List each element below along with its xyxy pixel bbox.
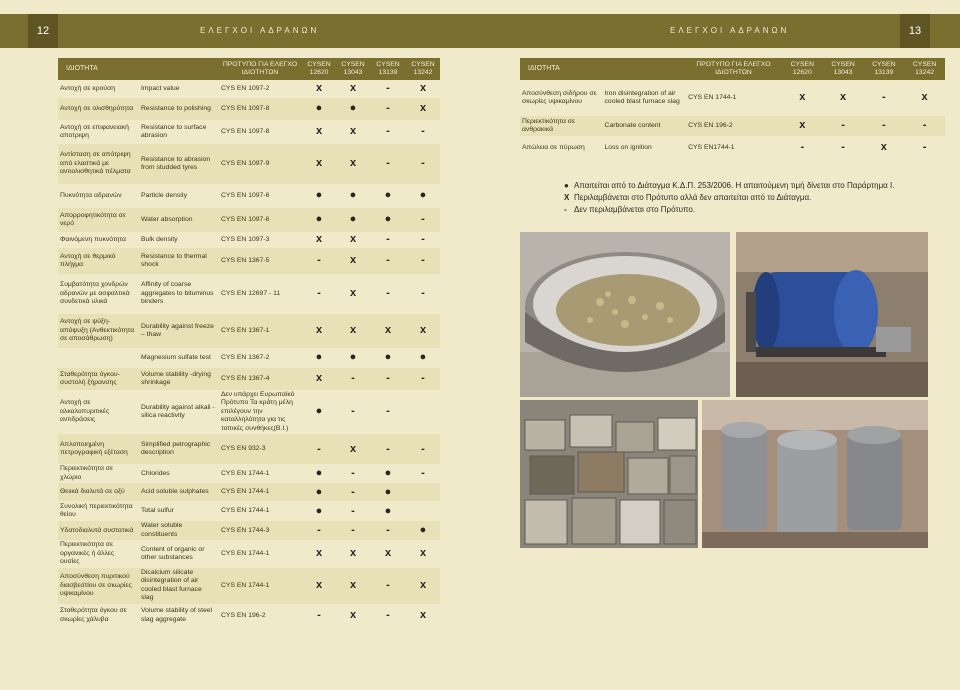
english-name-cell: Magnesium sulfate test	[141, 353, 211, 361]
property-cell: Αντίσταση σε απότριψη από ελαστικά με αντιολισθητικά πέλματα	[60, 151, 131, 176]
marker-cell: -	[351, 504, 355, 517]
marker-cell: -	[386, 578, 390, 591]
standard-cell: CYS EN 1097-2	[221, 84, 270, 92]
marker-cell: x	[839, 91, 847, 104]
marker-cell: -	[421, 254, 425, 267]
table-row	[58, 501, 440, 521]
property-cell: Απώλεια σε πύρωση	[522, 143, 585, 151]
marker-cell: x	[349, 125, 357, 138]
right-header-cysen-13139: CYSEN 13139	[872, 60, 896, 76]
marker-cell: x	[315, 233, 323, 246]
left-header-bar	[0, 14, 480, 48]
legend-symbol: -	[564, 205, 567, 214]
marker-cell: ●	[315, 213, 323, 226]
marker-cell: ●	[315, 405, 323, 418]
property-cell: Περιεκτικότητα σε οργανικές ή άλλες ουσίες	[60, 541, 115, 566]
property-cell	[58, 348, 138, 368]
table-row	[58, 368, 440, 390]
marker-cell: x	[315, 547, 323, 560]
right-header-title: ΕΛΕΓΧΟΙ ΑΔΡΑΝΩΝ	[670, 26, 790, 35]
english-name-cell: Iron disintegration of air cooled blast furnace slag	[604, 89, 680, 105]
english-name-cell: Resistance to abrasion from studded tyres	[141, 155, 211, 171]
marker-cell: x	[419, 547, 427, 560]
table-row	[58, 248, 440, 274]
table-row	[58, 540, 440, 567]
paving-blocks-photo	[520, 400, 698, 548]
table-row	[58, 604, 440, 628]
marker-cell: x	[315, 125, 323, 138]
property-cell: Συμβατότητα χονδρών αδρανών με ασφαλτικά συνδετικά υλικά	[60, 281, 130, 306]
english-name-cell: Volume stability of steel slag aggregate	[141, 607, 213, 623]
english-name-cell: Durability against freeze – thaw	[141, 322, 214, 338]
marker-cell: -	[421, 125, 425, 138]
marker-cell: -	[421, 467, 425, 480]
standard-cell: CYS EN 1097-6	[221, 191, 270, 199]
marker-cell: ●	[315, 351, 323, 364]
right-header-standard: ΠΡΟΤΥΠΟ ΓΙΑ ΕΛΕΓΧΟ ΙΔΙΟΤΗΤΩΝ	[696, 60, 771, 76]
legend-text: Απαιτείται από το Διάταγμα Κ.Δ.Π. 253/2006. Η απαιτούμενη τιμή δίνεται στο Παράρτημα Ι.	[574, 181, 895, 190]
marker-cell: ●	[349, 351, 357, 364]
table-row	[58, 120, 440, 144]
right-header-cysen-12620: CYSEN 12620	[790, 60, 814, 76]
marker-cell: -	[386, 125, 390, 138]
standard-cell: CYS EN1744-1	[688, 143, 735, 151]
property-cell: Περιεκτικότητα σε χλώριο	[60, 465, 114, 481]
marker-cell: x	[349, 287, 357, 300]
legend-symbol: ●	[564, 181, 569, 190]
table-row	[58, 348, 440, 368]
right-header-bar	[480, 14, 960, 48]
marker-cell: ●	[419, 524, 427, 536]
table-row	[58, 144, 440, 184]
marker-cell: x	[419, 102, 427, 115]
property-cell: Πυκνότητα αδρανών	[60, 191, 122, 199]
table-row	[58, 184, 440, 208]
marker-cell: ●	[349, 213, 357, 226]
marker-cell: -	[351, 372, 355, 385]
marker-cell: x	[419, 578, 427, 591]
property-cell: Υδατοδιαλυτά συστατικά	[60, 526, 134, 534]
marker-cell: x	[419, 82, 427, 95]
concrete-cores-photo	[702, 400, 928, 548]
marker-cell: x	[419, 324, 427, 337]
property-cell: Σταθερότητα όγκου-συστολή ξήρανσης	[60, 370, 120, 386]
marker-cell: ●	[384, 213, 392, 226]
marker-cell: -	[841, 141, 845, 154]
marker-cell: -	[421, 233, 425, 246]
marker-cell: ●	[349, 189, 357, 202]
table-row	[58, 390, 440, 434]
standard-cell: CYS EN 1097-6	[221, 215, 270, 223]
property-cell: Περιεκτικότητα σε ανθρακικά	[522, 117, 576, 133]
right-table-header	[520, 58, 945, 80]
standard-cell: CYS EN 1744-1	[221, 488, 270, 496]
english-name-cell: Resistance to polishing	[141, 104, 211, 112]
marker-cell: -	[800, 141, 805, 154]
marker-cell: x	[349, 578, 357, 591]
right-page	[480, 0, 960, 690]
header-cysen-13242: CYSEN 13242	[411, 60, 435, 76]
english-name-cell: Volume stability -drying shrinkage	[141, 370, 211, 386]
marker-cell: -	[386, 442, 390, 455]
marker-cell	[406, 501, 440, 521]
standard-cell: CYS EN 1744-1	[221, 581, 270, 589]
standard-cell: CYS EN 1097-8	[221, 127, 270, 135]
property-cell: Αντοχή σε επιφανειακή αποτριψη	[60, 123, 129, 139]
marker-cell	[406, 483, 440, 501]
english-name-cell: Water soluble constituents	[141, 522, 183, 538]
property-cell: Αντοχή σε αλκαλοπυριτικές αντιδράσεις	[60, 399, 110, 424]
marker-cell: -	[421, 157, 425, 170]
right-header-property: ΙΔΙΟΤΗΤΑ	[528, 64, 560, 72]
marker-cell: -	[922, 141, 927, 154]
sieve-aggregate-photo	[520, 232, 730, 397]
property-cell: Αποσύνθεση πυριτικού διασβεστίου σε σκωρίες υψικαμίνου	[60, 573, 132, 598]
marker-cell: -	[386, 608, 390, 621]
standard-cell: CYS EN 1097-3	[221, 235, 270, 243]
marker-cell: x	[349, 157, 357, 170]
property-cell: Φαινόμενη πυκνότητα	[60, 235, 126, 243]
marker-cell: x	[921, 91, 928, 104]
table-row	[58, 483, 440, 501]
marker-cell: ●	[315, 102, 323, 115]
marker-cell: -	[386, 405, 390, 418]
abrasion-machine-photo	[736, 232, 928, 397]
header-standard: ΠΡΟΤΥΠΟ ΓΙΑ ΕΛΕΓΧΟ ΙΔΙΟΤΗΤΩΝ	[222, 60, 298, 76]
marker-cell: ●	[315, 467, 323, 480]
marker-cell: -	[841, 119, 845, 132]
standard-cell: CYS EN 1744-3	[221, 526, 270, 534]
marker-cell: -	[386, 82, 390, 95]
legend-symbol: X	[564, 193, 570, 202]
marker-cell: x	[799, 119, 806, 132]
legend	[564, 180, 944, 216]
marker-cell: -	[317, 287, 321, 300]
english-name-cell: Carbonate content	[604, 121, 661, 129]
marker-cell: x	[315, 578, 323, 591]
english-name-cell: Durability against alkali - silica reactivity	[141, 403, 215, 420]
table-row	[58, 464, 440, 483]
marker-cell: -	[386, 254, 390, 267]
english-name-cell: Acid soluble sulphates	[141, 488, 209, 496]
english-name-cell: Simplified petrographic description	[141, 440, 211, 457]
left-page-number: 12	[28, 14, 58, 48]
standard-cell: CYS EN 196-2	[221, 611, 266, 619]
english-name-cell: Loss on ignition	[604, 143, 652, 151]
english-name-cell: Impact value	[141, 84, 180, 92]
english-name-cell: Resistance to surface abrasion	[141, 123, 207, 139]
standard-cell: CYS EN 196-2	[688, 121, 733, 129]
marker-cell: ●	[384, 504, 392, 517]
marker-cell: -	[421, 287, 425, 300]
property-cell: Αντοχή σε θερμικό πλήγμα	[60, 252, 116, 268]
table-row	[58, 80, 440, 98]
marker-cell: ●	[384, 351, 392, 364]
english-name-cell: Content of organic or other substances	[141, 545, 205, 562]
english-name-cell: Total sulfur	[141, 507, 174, 515]
table-row	[520, 80, 945, 116]
marker-cell: -	[386, 157, 390, 170]
marker-cell: -	[317, 524, 321, 536]
right-header-cysen-13242: CYSEN 13242	[912, 60, 937, 76]
marker-cell: ●	[315, 485, 323, 498]
right-properties-table	[520, 58, 945, 160]
table-row	[58, 314, 440, 348]
marker-cell: -	[317, 254, 321, 267]
table-row	[58, 434, 440, 464]
property-cell: Απλοποιημένη πετρογραφική εξέταση	[60, 440, 128, 457]
left-header-title: ΕΛΕΓΧΟΙ ΑΔΡΑΝΩΝ	[200, 26, 320, 35]
property-cell: Αντοχή σε ψύξη-απόψυξη (Ανθεκτικότητα σε αποσάθρωση)	[60, 318, 135, 343]
english-name-cell: Bulk density	[141, 235, 178, 243]
standard-cell: CYS EN 1367-4	[221, 374, 270, 382]
marker-cell: -	[386, 372, 390, 385]
table-row	[58, 232, 440, 248]
marker-cell: x	[315, 82, 323, 95]
property-cell: Συνολική περιεκτικότητα θείου	[60, 502, 133, 519]
marker-cell: x	[349, 233, 357, 246]
header-property: ΙΔΙΟΤΗΤΑ	[66, 64, 98, 72]
marker-cell: x	[880, 141, 887, 154]
marker-cell: -	[881, 119, 886, 132]
property-cell: Απορροφητικότητα σε νερό	[60, 211, 126, 227]
marker-cell: x	[799, 91, 806, 104]
marker-cell: -	[317, 442, 321, 455]
standard-cell: CYS EN 1097-8	[221, 104, 270, 112]
marker-cell: -	[421, 213, 425, 226]
marker-cell: -	[351, 524, 355, 536]
marker-cell: x	[315, 372, 323, 385]
marker-cell: -	[881, 91, 886, 104]
marker-cell: x	[315, 157, 323, 170]
marker-cell: x	[349, 547, 357, 560]
marker-cell: ●	[315, 504, 323, 517]
standard-cell: CYS EN 1744-1	[688, 93, 737, 101]
standard-cell: CYS EN 1744-1	[221, 507, 270, 515]
standard-cell: CYS EN 932-3	[221, 445, 266, 453]
property-cell: Αντοχή σε ολισθηρότητα	[60, 104, 134, 112]
english-name-cell: Chlorides	[141, 469, 170, 477]
left-properties-table	[58, 58, 440, 628]
marker-cell: x	[315, 324, 323, 337]
marker-cell: x	[384, 547, 392, 560]
marker-cell: -	[421, 372, 425, 385]
marker-cell: -	[386, 524, 390, 536]
header-cysen-13139: CYSEN 13139	[376, 60, 400, 76]
marker-cell: ●	[384, 485, 392, 498]
standard-cell: CYS EN 1744-1	[221, 549, 270, 557]
english-name-cell: Affinity of coarse aggregates to bituminus binders	[141, 281, 214, 306]
marker-cell: x	[349, 82, 357, 95]
legend-item	[564, 180, 944, 192]
marker-cell: -	[351, 485, 355, 498]
marker-cell: -	[922, 119, 927, 132]
property-cell: Σταθερότητα όγκου σε σκωρίες χάλυβα	[60, 607, 127, 623]
marker-cell: -	[386, 287, 390, 300]
header-cysen-13043: CYSEN 13043	[341, 60, 365, 76]
header-cysen-12620: CYSEN 12620	[307, 60, 331, 76]
marker-cell: ●	[315, 189, 323, 202]
standard-cell: Δεν υπάρχει Ευρωπαϊκό Πρότυπο Τα κράτη μέλη επιλέγουν την καταλληλότητα για τις τοπικές συνθήκες(Β.Ι.)	[221, 391, 295, 432]
marker-cell: x	[419, 608, 427, 621]
marker-cell: -	[386, 233, 390, 246]
table-row	[58, 98, 440, 120]
marker-cell: ●	[384, 467, 392, 480]
table-row	[58, 274, 440, 314]
marker-cell: ●	[349, 102, 357, 115]
marker-cell: ●	[419, 351, 427, 364]
marker-cell: ●	[384, 189, 392, 202]
table-row	[58, 208, 440, 232]
marker-cell: -	[386, 102, 390, 115]
marker-cell: -	[421, 442, 425, 455]
marker-cell: -	[317, 608, 321, 621]
english-name-cell: Water absorption	[141, 215, 193, 223]
standard-cell: CYS EN 12697 - 11	[221, 289, 281, 297]
property-cell: Θειικά διαλυτά σε οξύ	[60, 488, 125, 496]
standard-cell: CYS EN 1367-5	[221, 256, 270, 264]
standard-cell: CYS EN 1097-9	[221, 159, 270, 167]
marker-cell: x	[349, 608, 357, 621]
english-name-cell: Particle density	[141, 191, 188, 199]
standard-cell: CYS EN 1367-2	[221, 353, 270, 361]
table-row	[520, 136, 945, 160]
property-cell: Αποσύνθεση σιδήρου σε σκωρίες υψικαμίνου	[522, 89, 597, 105]
marker-cell: -	[351, 405, 355, 418]
marker-cell: -	[351, 467, 355, 480]
table-row	[520, 116, 945, 136]
property-cell: Αντοχή σε κρούση	[60, 84, 116, 92]
legend-text: Περιλαμβάνεται στο Πρότυπο αλλά δεν απαιτείται από το Διάταγμα.	[574, 193, 812, 202]
standard-cell: CYS EN 1367-1	[221, 326, 270, 334]
marker-cell: x	[349, 442, 357, 455]
right-page-number: 13	[900, 14, 930, 48]
marker-cell: x	[349, 324, 357, 337]
english-name-cell: Dicalcium silicate disintegration of air cooled blast furnace slag	[141, 568, 202, 602]
marker-cell: x	[349, 254, 357, 267]
marker-cell: ●	[419, 189, 427, 202]
legend-text: Δεν περιλαμβάνεται στο Πρότυπο.	[574, 205, 696, 214]
english-name-cell: Resistance to thermal shock	[141, 252, 207, 268]
right-header-cysen-13043: CYSEN 13043	[831, 60, 855, 76]
table-row	[58, 521, 440, 540]
table-row	[58, 568, 440, 604]
legend-item	[564, 204, 944, 216]
marker-cell: x	[384, 324, 392, 337]
standard-cell: CYS EN 1744-1	[221, 469, 270, 477]
legend-item	[564, 192, 944, 204]
left-table-header	[58, 58, 440, 80]
marker-cell	[406, 390, 440, 434]
